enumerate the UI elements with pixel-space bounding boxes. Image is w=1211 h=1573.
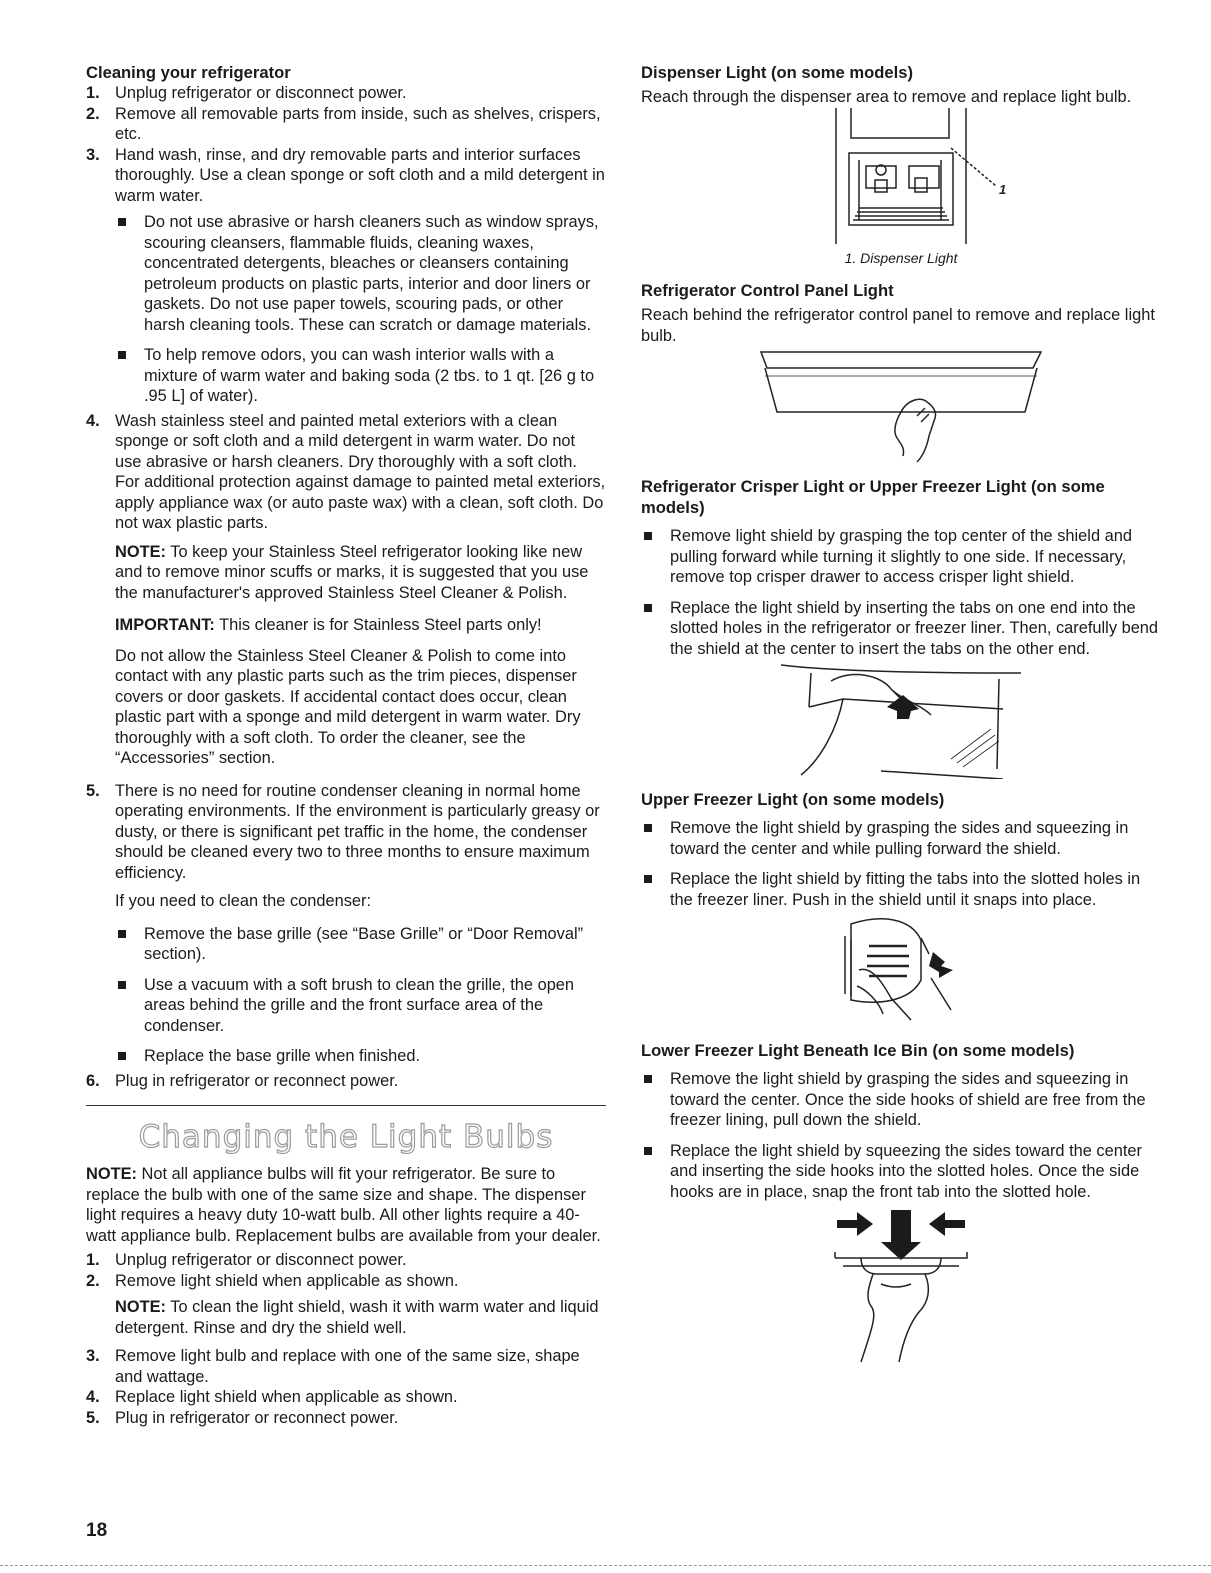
bullet-text: Remove the base grille (see “Base Grille” or “Door Removal” section). [144,924,584,963]
bullet-list [641,526,1161,659]
upper-freezer-light-heading: Upper Freezer Light (on some models) [641,790,945,809]
bullet-square-icon [641,598,670,660]
squeeze-right-arrow-icon [837,1212,873,1236]
step-number: 1. [86,84,100,102]
important-label: IMPORTANT: [115,616,215,634]
bulb-step-2 [86,1271,606,1339]
step-text: Remove light bulb and replace with one of the same size, shape and wattage. [115,1347,580,1386]
bullet-square-icon [641,1141,670,1203]
important-text: This cleaner is for Stainless Steel parts only! [214,616,542,634]
step-number: 5. [86,1408,100,1427]
upper-freezer-light-illustration [821,910,981,1030]
bullet-text: Replace the light shield by fitting the tabs into the slotted holes in the freezer liner. Push in the shield until it snaps into place. [670,870,1141,909]
control-panel-light-text: Reach behind the refrigerator control panel to remove and replace light bulb. [641,306,1155,345]
dispenser-light-caption: 1. Dispenser Light [844,249,958,266]
bullet-text: Replace the light shield by squeezing the sides toward the center and inserting the side hooks into the slotted holes. Once the side hooks are in place, snap the front tab into the slotted hole. [670,1141,1142,1201]
shield-cleaning-note [115,1297,606,1338]
bullet-square-icon [115,975,144,1037]
bullet-text: To help remove odors, you can wash interior walls with a mixture of warm water and baking soda (2 tbs. to 1 qt. [26 g to .95 L] of water). [144,346,595,405]
cleaning-step-5 [86,781,606,1067]
bullet-list [641,1069,1161,1202]
right-column [641,62,1161,1370]
cleaning-step-6 [86,1071,606,1092]
note-label: NOTE: [115,542,166,561]
bullet-text: Remove the light shield by grasping the sides and squeezing in toward the center. Once the side hooks of shield are free from the freezer lining, pull down the shield. [670,1070,1146,1129]
step-number: 1. [86,1251,100,1269]
bullet-item [641,1141,1161,1203]
bullet-square-icon [115,1046,144,1067]
bullet-square-icon [115,924,144,965]
bullet-item [641,598,1161,660]
bullet-list [115,212,606,407]
condenser-intro: If you need to clean the condenser: [115,892,372,910]
control-panel-illustration [751,346,1051,464]
left-column [86,62,606,1428]
step-number: 3. [86,145,100,164]
step-number: 5. [86,781,100,800]
step-text: Replace light shield when applicable as shown. [115,1388,458,1406]
bullet-item [115,975,606,1037]
bullet-item [115,345,606,407]
bulb-steps [86,1250,606,1428]
cleaning-step-3 [86,145,606,407]
step-text: Wash stainless steel and painted metal exteriors with a clean sponge or soft cloth and a mild detergent in warm water. Do not use abrasive or harsh cleaners. Dry thoroughly with a soft cloth. For additional protection against damage to painted metal exteriors, apply appliance wax (or auto paste wax) with a clean, soft cloth. Do not wax plastic parts. [115,411,606,532]
step-number: 2. [86,1271,100,1290]
step-text: Hand wash, rinse, and dry removable parts and interior surfaces thoroughly. Use a clean sponge or soft cloth and a mild detergent in warm water. [115,145,605,205]
squeeze-left-arrow-icon [929,1212,965,1236]
bulb-step-5 [86,1408,606,1429]
lower-freezer-light-heading: Lower Freezer Light Beneath Ice Bin (on some models) [641,1041,1075,1060]
bullet-item [115,1046,606,1067]
note-text: Not all appliance bulbs will fit your refrigerator. Be sure to replace the bulb with one of the same size and shape. The dispenser light requires a heavy duty 10-watt bulb. All other lights require a 40-watt appliance bulb. Replacement bulbs are available from your dealer. [86,1165,601,1245]
note-label: NOTE: [115,1298,166,1316]
cleaning-step-1 [86,83,606,104]
bullet-square-icon [641,869,670,910]
rotate-arrow-icon [887,695,919,719]
step-text: There is no need for routine condenser cleaning in normal home operating environments. If the environment is particularly greasy or dusty, or there is significant pet traffic in the home, the condenser should be cleaned every two to three months to ensure maximum efficiency. [115,781,600,882]
stainless-note [115,542,606,604]
bullet-list [115,924,606,1067]
note-text: To keep your Stainless Steel refrigerator looking like new and to remove minor scuffs or marks, it is suggested that you use the manufacturer's approved Stainless Steel Cleaner & Polish. [115,542,589,602]
dispenser-light-illustration [791,108,1011,244]
crisper-light-heading: Refrigerator Crisper Light or Upper Freezer Light (on some models) [641,477,1105,517]
step-number: 2. [86,104,100,123]
page-bottom-edge [0,1565,1211,1566]
note-text: To clean the light shield, wash it with warm water and liquid detergent. Rinse and dry the shield well. [115,1298,599,1337]
step-number: 4. [86,1388,100,1406]
cleaning-step-2 [86,104,606,145]
step-text: Plug in refrigerator or reconnect power. [115,1408,399,1427]
cleaning-heading: Cleaning your refrigerator [86,63,291,82]
bulb-step-3 [86,1346,606,1387]
bullet-square-icon [641,1069,670,1131]
bullet-item [641,1069,1161,1131]
bulbs-note [86,1164,606,1246]
important-note [115,615,606,636]
page-number: 18 [86,1520,108,1541]
bullet-text: Do not use abrasive or harsh cleaners such as window sprays, scouring cleansers, flammable fluids, cleaning waxes, concentrated detergents, bleaches or cleansers containing petroleum products on plastic parts, interior and door liners or gaskets. Do not use paper towels, scouring pads, or other harsh cleaning tools. These can scratch or damage materials. [144,213,599,334]
step-number: 3. [86,1347,100,1365]
cleaning-steps [86,83,606,1091]
step-text: Remove light shield when applicable as shown. [115,1271,459,1290]
contact-warning: Do not allow the Stainless Steel Cleaner & Polish to come into contact with any plastic parts such as the trim pieces, dispenser covers or door gaskets. If accidental contact does occur, clean plastic part with a sponge and mild detergent in warm water. Dry thoroughly with a soft cloth. To order the cleaner, see the “Accessories” section. [115,646,581,767]
dispenser-light-text: Reach through the dispenser area to remove and replace light bulb. [641,88,1132,106]
bullet-text: Remove the light shield by grasping the sides and squeezing in toward the center and while pulling forward the shield. [670,819,1129,858]
bullet-item [115,924,606,965]
dispenser-light-heading: Dispenser Light (on some models) [641,63,913,82]
bullet-item [641,869,1161,910]
step-number: 6. [86,1071,100,1090]
bullet-square-icon [641,818,670,859]
lower-freezer-light-illustration [821,1202,981,1370]
bullet-text: Use a vacuum with a soft brush to clean the grille, the open areas behind the grille and the front surface area of the condenser. [144,975,575,1035]
bullet-item [641,818,1161,859]
bulb-step-1 [86,1250,606,1271]
bullet-item [641,526,1161,588]
step-text: Plug in refrigerator or reconnect power. [115,1071,399,1090]
step-text: Unplug refrigerator or disconnect power. [115,84,407,102]
bullet-text: Remove light shield by grasping the top center of the shield and pulling forward while turning it slightly to one side. If necessary, remove top crisper drawer to access crisper light shield. [670,527,1132,586]
bulb-step-4 [86,1387,606,1408]
pull-arrow-icon [929,952,953,978]
cleaning-step-4 [86,411,606,769]
section-divider [86,1105,606,1106]
step-text: Remove all removable parts from inside, such as shelves, crispers, etc. [115,104,601,143]
step-text: Unplug refrigerator or disconnect power. [115,1251,407,1269]
step-number: 4. [86,411,100,430]
bullet-list [641,818,1161,910]
bullet-item [115,212,606,335]
bullet-square-icon [115,345,144,407]
bullet-text: Replace the base grille when finished. [144,1047,421,1065]
down-arrow-icon [881,1210,921,1260]
control-panel-light-heading: Refrigerator Control Panel Light [641,281,894,300]
callout-number: 1 [999,181,1007,197]
bullet-square-icon [641,526,670,588]
crisper-light-illustration [771,659,1031,779]
light-bulbs-heading: Changing the Light Bulbs [138,1119,554,1155]
bullet-square-icon [115,212,144,335]
note-label: NOTE: [86,1165,137,1183]
bullet-text: Replace the light shield by inserting the tabs on one end into the slotted holes in the refrigerator or freezer liner. Then, carefully bend the shield at the center to insert the tabs on the other end. [670,598,1159,658]
